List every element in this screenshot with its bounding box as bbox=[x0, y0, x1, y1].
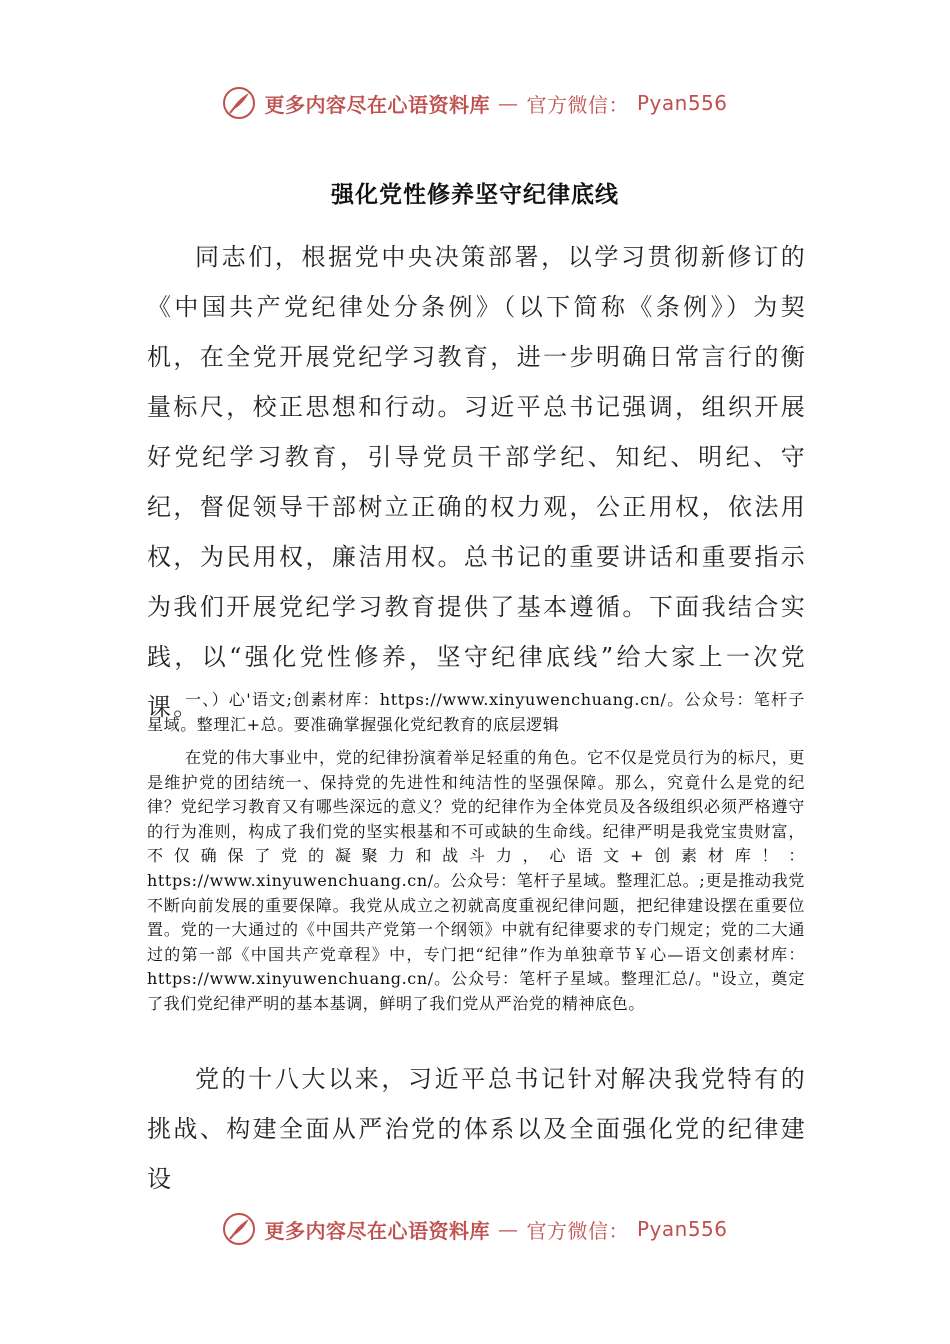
banner-brand-text: 更多内容尽在心语资料库 bbox=[264, 1218, 490, 1243]
banner-wechat-label: 官方微信： bbox=[526, 1218, 629, 1243]
header-banner bbox=[0, 86, 950, 120]
quill-pen-logo-icon bbox=[222, 1212, 256, 1246]
banner-separator: — bbox=[497, 1217, 519, 1241]
banner-brand-text: 更多内容尽在心语资料库 bbox=[264, 92, 490, 117]
banner-wechat-handle: Pyan556 bbox=[636, 91, 728, 115]
paragraph-discipline: 在党的伟大事业中，党的纪律扮演着举足轻重的角色。它不仅是党员行为的标尺，更是维护党的团结统一、保持党的先进性和纯洁性的坚强保障。那么，究竟什么是党的纪律？党纪学习教育又有哪些深远的意义？党的纪律作为全体党员及各级组织必须严格遵守的行为准则，构成了我们党的坚实根基和不可或缺的生命线。纪律严明是我党宝贵财富，不仅确保了党的凝聚力和战斗力，心语文+创素材库！：https://www.xinyuwenchuang.cn/。公众号：笔杆子星域。整理汇总。;更是推动我党不断向前发展的重要保障。我党从成立之初就高度重视纪律问题，把纪律建设摆在重要位置。党的一大通过的《中国共产党第一个纲领》中就有纪律要求的专门规定；党的二大通过的第一部《中国共产党章程》中，专门把“纪律”作为单独章节￥心—语文创素材库：https://www.xinyuwenchuang.cn/。公众号：笔杆子星域。整理汇总/。"设立，奠定了我们党纪律严明的基本基调，鲜明了我们党从严治党的精神底色。 bbox=[147, 748, 805, 1013]
banner-wechat-handle: Pyan556 bbox=[636, 1217, 728, 1241]
quill-pen-logo-icon bbox=[222, 86, 256, 120]
banner-separator: — bbox=[497, 91, 519, 115]
banner-wechat-label: 官方微信： bbox=[526, 92, 629, 117]
section-heading-one: 一、）心'语文;创素材库：https://www.xinyuwenchuang.cn/。公众号：笔杆子星域。整理汇+总。要准确掌握强化党纪教育的底层逻辑 bbox=[147, 690, 805, 734]
paragraph-eighteenth-congress: 党的十八大以来，习近平总书记针对解决我党特有的挑战、构建全面从严治党的体系以及全面强化党的纪律建设 bbox=[147, 1065, 807, 1193]
footer-banner bbox=[0, 1212, 950, 1246]
document-title: 强化党性修养坚守纪律底线 bbox=[331, 182, 619, 208]
paragraph-intro: 同志们，根据党中央决策部署，以学习贯彻新修订的《中国共产党纪律处分条例》（以下简称《条例》）为契机，在全党开展党纪学习教育，进一步明确日常言行的衡量标尺，校正思想和行动。习近平总书记强调，组织开展好党纪学习教育，引导党员干部学纪、知纪、明纪、守纪，督促领导干部树立正确的权力观，公正用权，依法用权，为民用权，廉洁用权。总书记的重要讲话和重要指示为我们开展党纪学习教育提供了基本遵循。下面我结合实践，以“强化党性修养，坚守纪律底线”给大家上一次党课。 bbox=[147, 243, 807, 721]
